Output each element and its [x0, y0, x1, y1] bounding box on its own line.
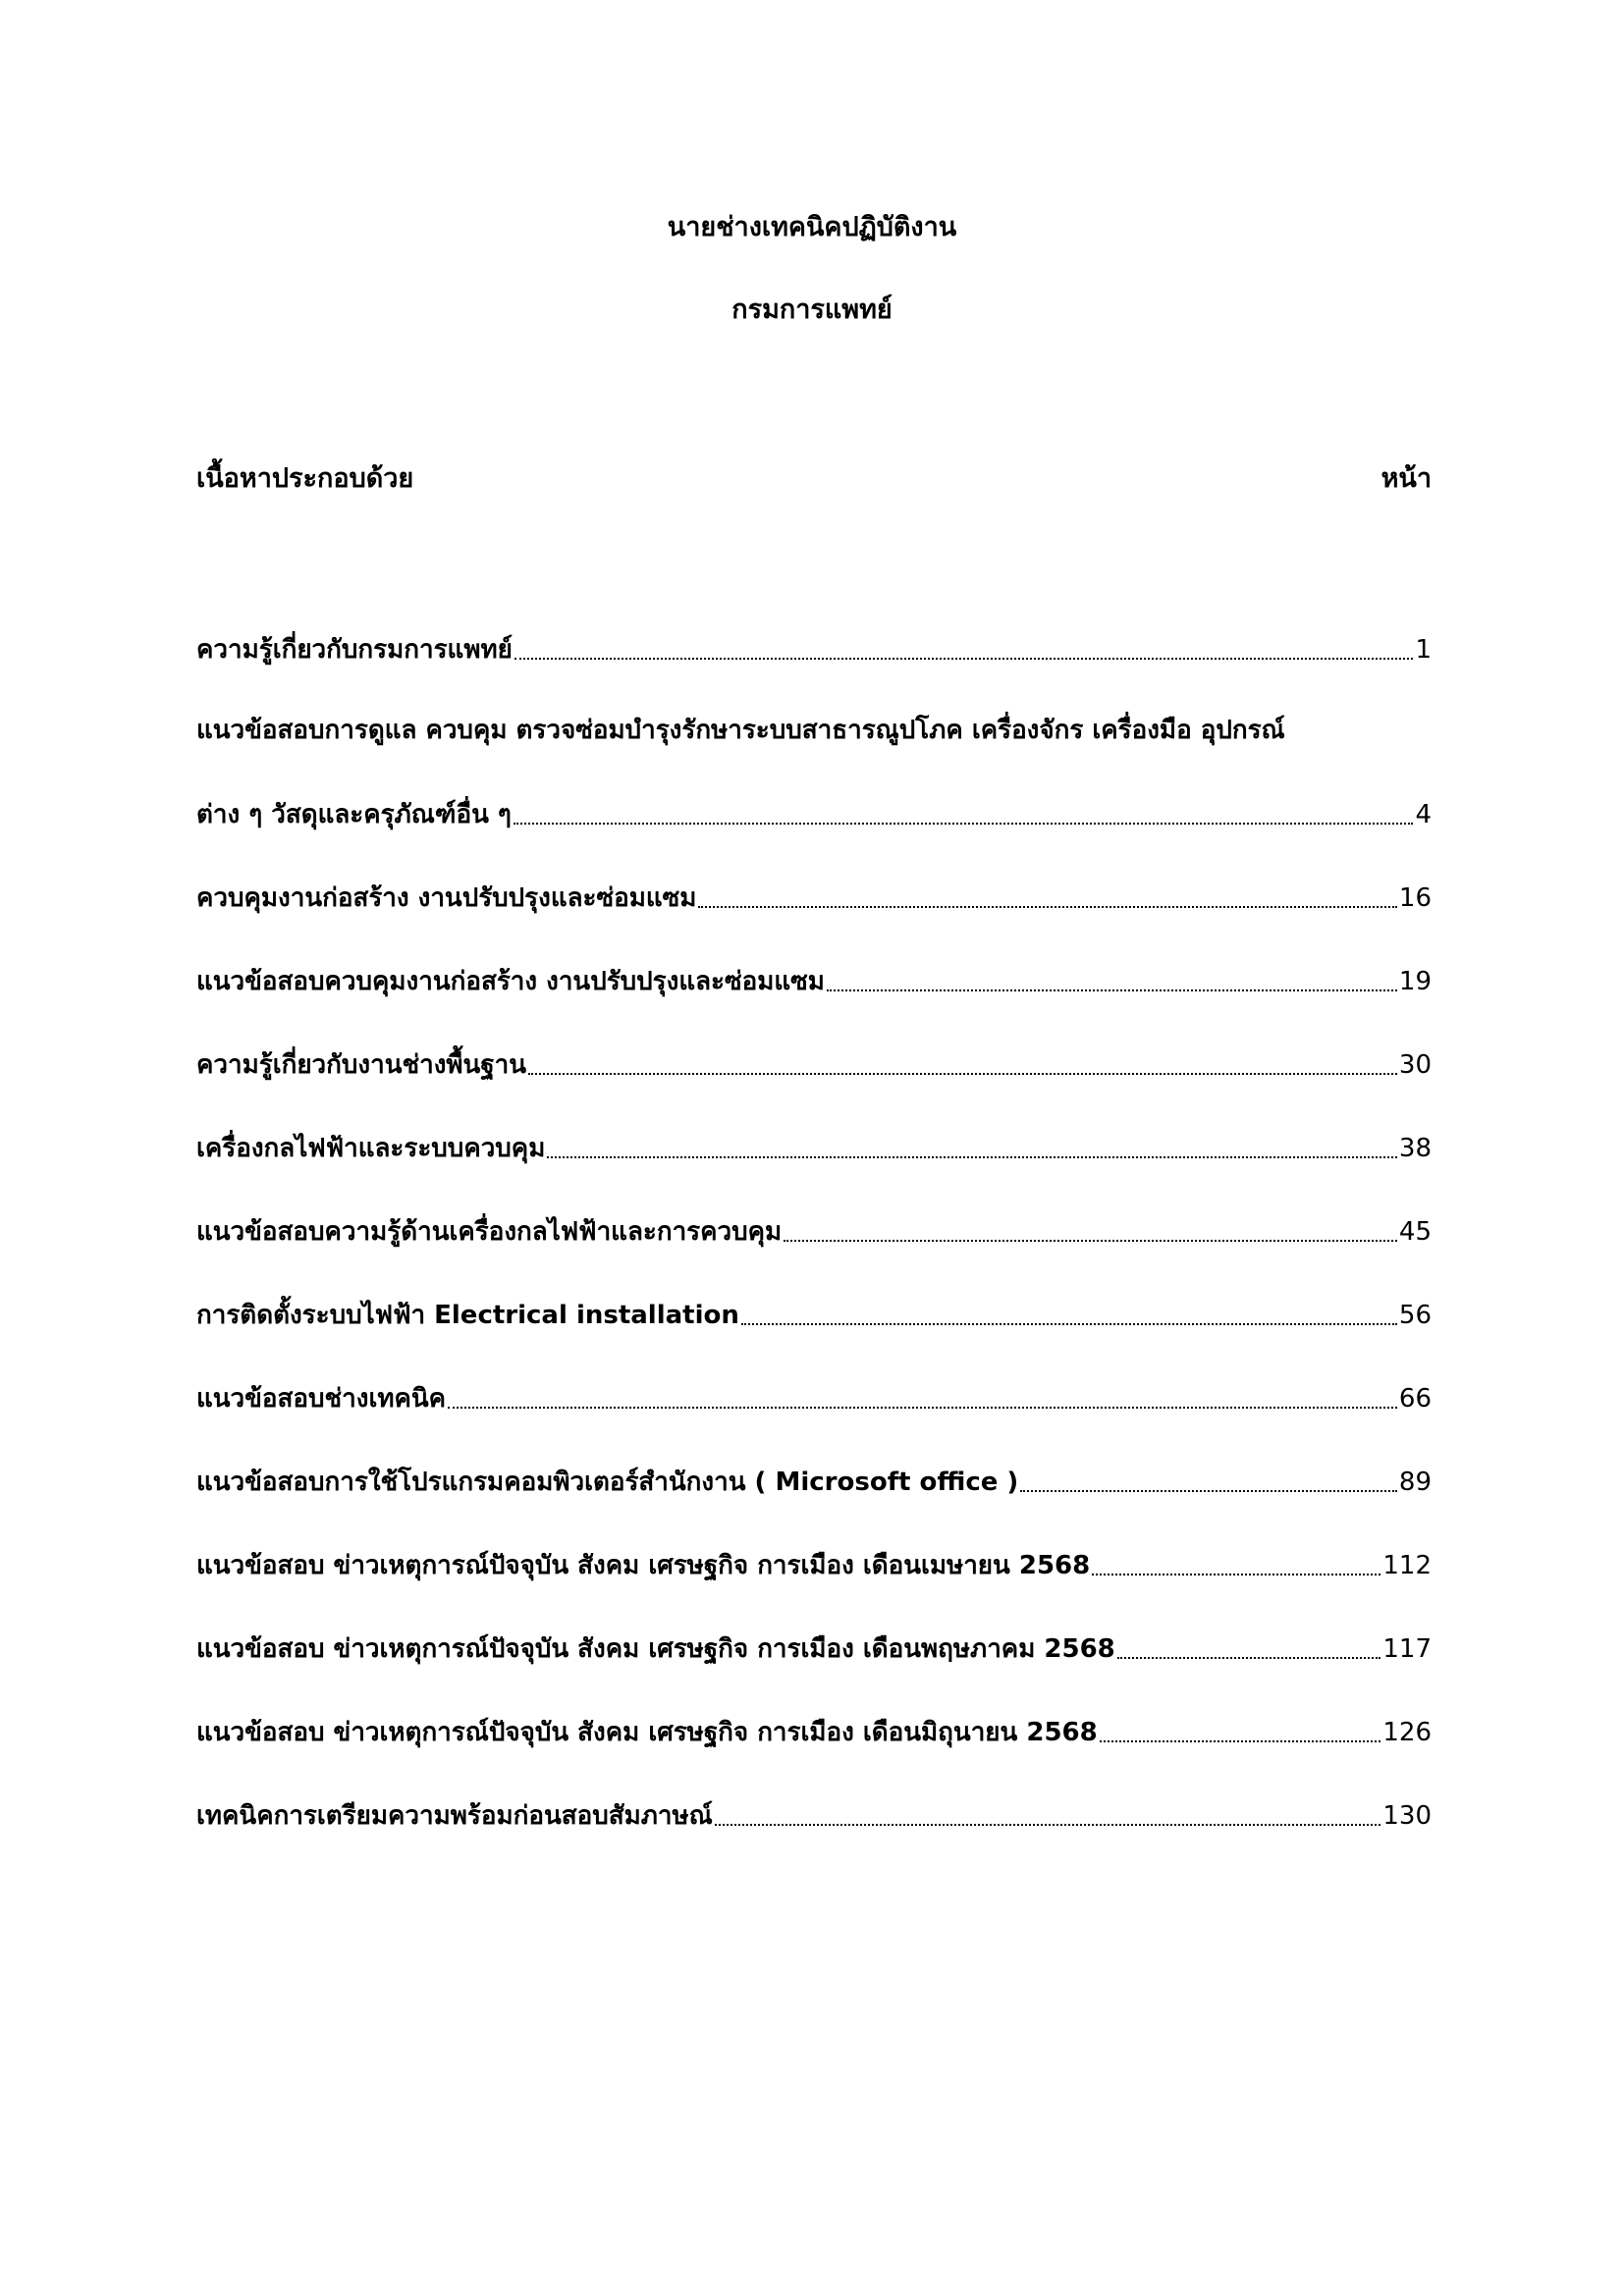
toc-entry — [196, 1628, 1432, 1671]
toc-entry-label: ต่าง ๆ วัสดุและครุภัณฑ์อื่น ๆ — [196, 800, 512, 829]
toc-entry-label: ควบคุมงานก่อสร้าง งานปรับปรุงและซ่อมแซม — [196, 883, 697, 913]
toc-dot-leader — [547, 1127, 1397, 1170]
toc-entry — [196, 1711, 1432, 1754]
toc-entry — [196, 960, 1432, 1003]
toc-heading-page: หน้า — [1380, 462, 1432, 494]
document-subtitle: กรมการแพทย์ — [731, 294, 893, 325]
toc-dot-leader — [784, 1210, 1397, 1254]
toc-dot-leader — [1117, 1628, 1381, 1671]
toc-dot-leader — [1020, 1461, 1397, 1504]
document-title: นายช่างเทคนิคปฏิบัติงาน — [667, 212, 957, 242]
toc-entry — [196, 1544, 1432, 1587]
toc-entry-label: ความรู้เกี่ยวกับงานช่างพื้นฐาน — [196, 1050, 527, 1080]
toc-entry — [196, 1377, 1432, 1420]
toc-entry-page: 38 — [1398, 1134, 1432, 1163]
toc-heading-contents: เนื้อหาประกอบด้วย — [196, 462, 414, 494]
toc-entry-page: 45 — [1398, 1217, 1432, 1247]
toc-dot-leader — [741, 1294, 1397, 1337]
toc-dot-leader — [514, 628, 1414, 671]
toc-entry-label: เครื่องกลไฟฟ้าและระบบควบคุม — [196, 1134, 546, 1163]
toc-entry — [196, 793, 1432, 836]
toc-dot-leader — [698, 877, 1396, 920]
toc-header — [196, 455, 1432, 499]
toc-dot-leader — [715, 1794, 1381, 1838]
toc-entry-page: 130 — [1382, 1801, 1432, 1831]
toc-entry-page: 19 — [1398, 967, 1432, 996]
toc-entry-label: แนวข้อสอบการใช้โปรแกรมคอมพิวเตอร์สำนักงาน ( Microsoft office ) — [196, 1468, 1019, 1497]
toc-dot-leader — [1092, 1544, 1380, 1587]
toc-entry — [196, 877, 1432, 920]
toc-entry-page: 89 — [1398, 1468, 1432, 1497]
toc-entry-label: แนวข้อสอบความรู้ด้านเครื่องกลไฟฟ้าและการควบคุม — [196, 1217, 783, 1247]
toc-entry — [196, 628, 1432, 671]
toc-dot-leader — [514, 793, 1414, 836]
toc-dot-leader — [448, 1377, 1397, 1420]
toc-entry-page: 1 — [1415, 635, 1432, 665]
toc-entry-label: การติดตั้งระบบไฟฟ้า Electrical installation — [196, 1301, 739, 1330]
toc-entry — [196, 1043, 1432, 1087]
toc-entry — [196, 1461, 1432, 1504]
toc-entry-label: แนวข้อสอบ ข่าวเหตุการณ์ปัจจุบัน สังคม เศรษฐกิจ การเมือง เดือนมิถุนายน 2568 — [196, 1718, 1098, 1747]
toc-dot-leader — [1100, 1711, 1381, 1754]
toc-entry-label-line-1: แนวข้อสอบการดูแล ควบคุม ตรวจซ่อมบำรุงรักษาระบบสาธารณูปโภค เครื่องจักร เครื่องมือ อุปกรณ์ — [196, 716, 1285, 745]
toc-dot-leader — [827, 960, 1397, 1003]
toc-entry-label: แนวข้อสอบควบคุมงานก่อสร้าง งานปรับปรุงและซ่อมแซม — [196, 967, 825, 996]
toc-entry-page: 56 — [1398, 1301, 1432, 1330]
toc-entry-page: 117 — [1382, 1634, 1432, 1664]
toc-entry — [196, 1294, 1432, 1337]
toc-entry-page: 112 — [1382, 1551, 1432, 1580]
toc-entry — [196, 1210, 1432, 1254]
toc-dot-leader — [528, 1043, 1397, 1087]
toc-entry-label: ความรู้เกี่ยวกับกรมการแพทย์ — [196, 635, 513, 665]
toc-entry-label: แนวข้อสอบช่างเทคนิค — [196, 1384, 447, 1414]
toc-entry-page: 30 — [1398, 1050, 1432, 1080]
toc-entry — [196, 1127, 1432, 1170]
toc-entry-label: แนวข้อสอบ ข่าวเหตุการณ์ปัจจุบัน สังคม เศรษฐกิจ การเมือง เดือนพฤษภาคม 2568 — [196, 1634, 1115, 1664]
toc-entry-label: เทคนิคการเตรียมความพร้อมก่อนสอบสัมภาษณ์ — [196, 1801, 713, 1831]
toc-entry-page: 126 — [1382, 1718, 1432, 1747]
toc-entry-page: 66 — [1398, 1384, 1432, 1414]
toc-entry-page: 16 — [1398, 883, 1432, 913]
toc-entry — [196, 1794, 1432, 1838]
toc-entry-page: 4 — [1415, 800, 1432, 829]
toc-entry-label: แนวข้อสอบ ข่าวเหตุการณ์ปัจจุบัน สังคม เศรษฐกิจ การเมือง เดือนเมษายน 2568 — [196, 1551, 1091, 1580]
